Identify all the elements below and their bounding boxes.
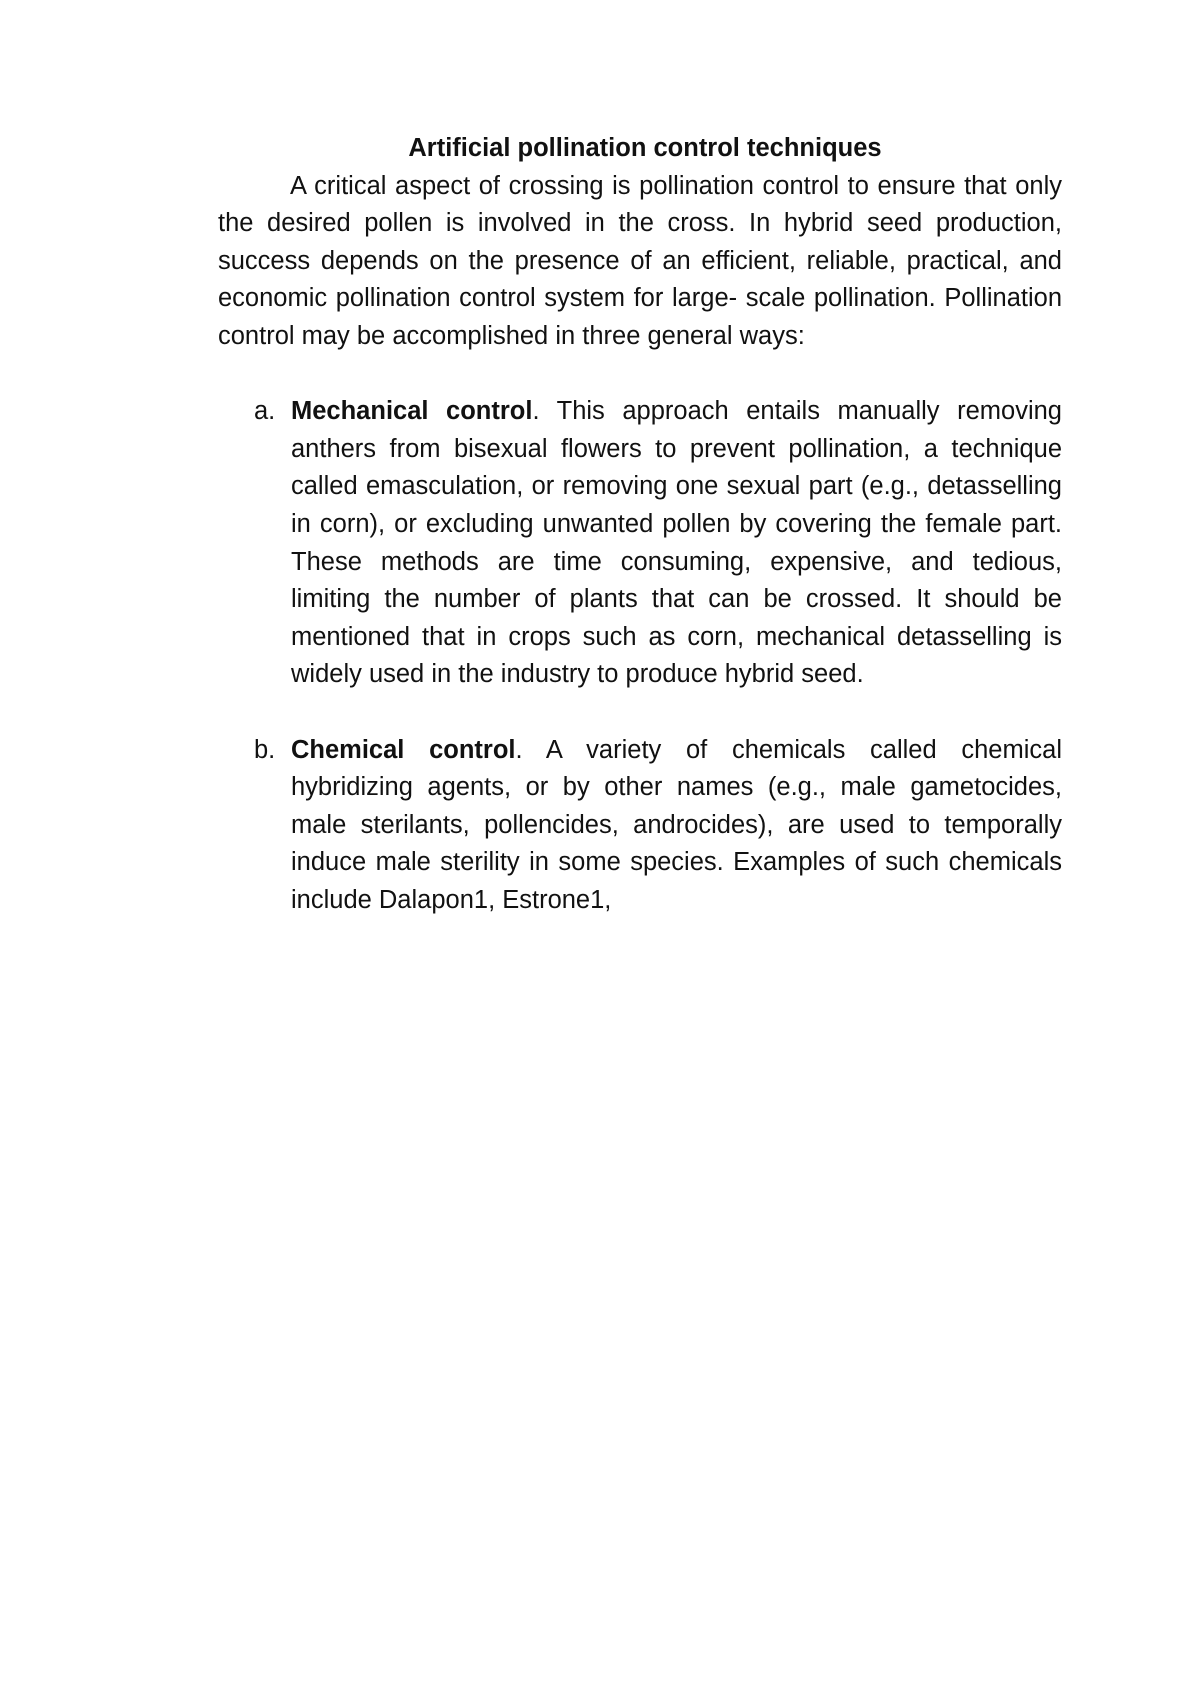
control-methods-list	[218, 393, 1062, 919]
list-item-mechanical-control	[218, 393, 1062, 694]
list-item-chemical-control	[218, 732, 1062, 920]
list-marker: a.	[254, 397, 276, 426]
intro-paragraph: A critical aspect of crossing is pollination control to ensure that only the desired pollen is involved in the cross. In hybrid seed production, success depends on the presence of an efficient, reliable, practical, and economic pollination control system for large- scale pollination. Pollination control may be accomplished in three general ways:	[218, 171, 1062, 350]
document-title: Artificial pollination control techniques	[408, 134, 882, 162]
list-marker: b.	[254, 735, 276, 764]
term-mechanical-control: Mechanical control	[291, 397, 533, 426]
item-description: . This approach entails manually removing anthers from bisexual flowers to prevent pollination, a technique called emasculation, or removing one sexual part (e.g., detasselling in corn), or excluding unwanted pollen by covering the female part. These methods are time consuming, expensive, and tedious, limiting the number of plants that can be crossed. It should be mentioned that in crops such as corn, mechanical detasselling is widely used in the industry to produce hybrid seed.	[291, 397, 1062, 689]
document-body	[218, 130, 1062, 957]
item-description: . A variety of chemicals called chemical hybridizing agents, or by other names (e.g., male gametocides, male sterilants, pollencides, androcides), are used to temporally induce male sterility in some species. Examples of such chemicals include Dalapon1, Estrone1,	[291, 735, 1062, 914]
term-chemical-control: Chemical control	[291, 735, 516, 764]
